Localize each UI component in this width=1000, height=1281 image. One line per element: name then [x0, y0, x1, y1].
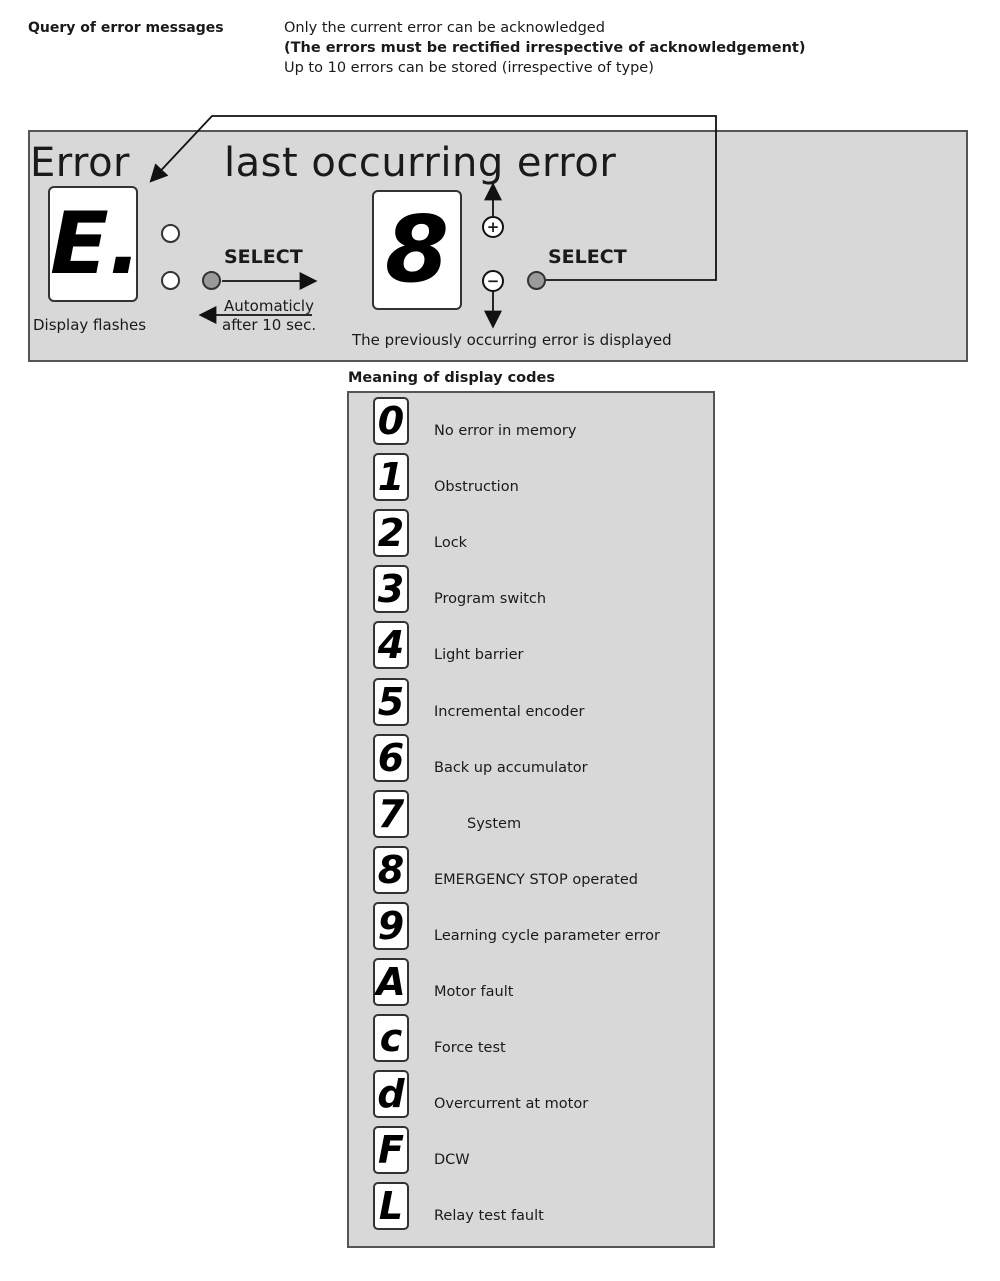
code-display	[373, 1182, 409, 1230]
error-display	[48, 186, 142, 302]
code-display	[373, 790, 409, 838]
display-flashes-label: Display flashes	[33, 316, 147, 334]
last-error-title: last occurring error	[224, 140, 617, 186]
code-char: L	[378, 1184, 404, 1229]
code-meaning: Force test	[434, 1040, 506, 1057]
code-char: 8	[377, 847, 405, 892]
code-meaning: EMERGENCY STOP operated	[434, 871, 638, 888]
codes-title: Meaning of display codes	[348, 370, 555, 386]
select-label-left: SELECT	[224, 246, 303, 268]
list-item	[373, 1014, 703, 1064]
code-meaning: No error in memory	[434, 423, 577, 439]
code-meaning: Obstruction	[434, 479, 519, 496]
code-char: 1	[377, 455, 405, 500]
note-line-3: Up to 10 errors can be stored (irrespective of type)	[284, 60, 654, 76]
code-meaning: Back up accumulator	[434, 759, 588, 776]
list-item	[373, 790, 703, 840]
code-display	[373, 902, 409, 950]
code-char: c	[379, 1016, 403, 1061]
list-item	[373, 397, 703, 447]
list-item	[373, 1182, 703, 1232]
code-char: d	[377, 1072, 405, 1117]
code-meaning: System	[467, 815, 522, 832]
list-item	[373, 509, 703, 559]
auto-line-2: after 10 sec.	[222, 316, 317, 334]
list-item	[373, 453, 703, 503]
list-item	[373, 958, 703, 1008]
code-display	[373, 1070, 409, 1118]
code-meaning: Relay test fault	[434, 1208, 544, 1225]
section-heading: Query of error messages	[28, 20, 224, 36]
code-display	[373, 565, 409, 613]
previous-error-caption: The previously occurring error is displayed	[352, 331, 672, 349]
select-button-right[interactable]	[527, 271, 546, 290]
code-char: 5	[377, 679, 405, 724]
code-meaning: Learning cycle parameter error	[434, 927, 660, 944]
code-char: 0	[377, 399, 405, 443]
list-item	[373, 902, 703, 952]
code-char: 6	[377, 735, 405, 780]
last-error-display	[372, 190, 462, 310]
code-display	[373, 958, 409, 1006]
code-display	[373, 678, 409, 726]
code-meaning: Light barrier	[434, 647, 524, 664]
code-meaning: Incremental encoder	[434, 703, 585, 720]
select-button-left[interactable]	[202, 271, 221, 290]
code-char: F	[378, 1128, 404, 1173]
code-char: A	[376, 960, 406, 1004]
list-item	[373, 1070, 703, 1120]
code-char: 3	[377, 567, 405, 612]
led-indicator-bottom	[161, 271, 180, 290]
last-error-display-char: 8	[384, 196, 449, 303]
code-display	[373, 1126, 409, 1174]
code-display	[373, 397, 409, 445]
list-item	[373, 621, 703, 671]
code-char: 4	[377, 623, 405, 668]
select-label-right: SELECT	[548, 246, 627, 268]
plus-button[interactable]: +	[482, 216, 504, 238]
error-title: Error	[30, 140, 130, 186]
auto-line-1: Automaticly	[224, 297, 314, 315]
list-item	[373, 1126, 703, 1176]
code-char: 7	[377, 791, 405, 836]
code-display	[373, 846, 409, 894]
code-char: 2	[377, 511, 405, 556]
note-line-1: Only the current error can be acknowledged	[284, 20, 605, 36]
code-display	[373, 621, 409, 669]
code-char: 9	[377, 903, 405, 948]
list-item	[373, 846, 703, 896]
code-meaning: Overcurrent at motor	[434, 1096, 589, 1113]
code-display	[373, 453, 409, 501]
code-meaning: Lock	[434, 535, 468, 552]
code-display	[373, 734, 409, 782]
code-meaning: DCW	[434, 1152, 470, 1169]
list-item	[373, 678, 703, 728]
error-display-char: E.	[50, 194, 142, 294]
note-line-2: (The errors must be rectified irrespective of acknowledgement)	[284, 40, 806, 56]
code-display	[373, 509, 409, 557]
list-item	[373, 734, 703, 784]
list-item	[373, 565, 703, 615]
codes-list	[347, 391, 715, 1248]
code-meaning: Program switch	[434, 591, 547, 608]
led-indicator-top	[161, 224, 180, 243]
code-display	[373, 1014, 409, 1062]
code-meaning: Motor fault	[434, 984, 514, 1000]
minus-button[interactable]: −	[482, 270, 504, 292]
